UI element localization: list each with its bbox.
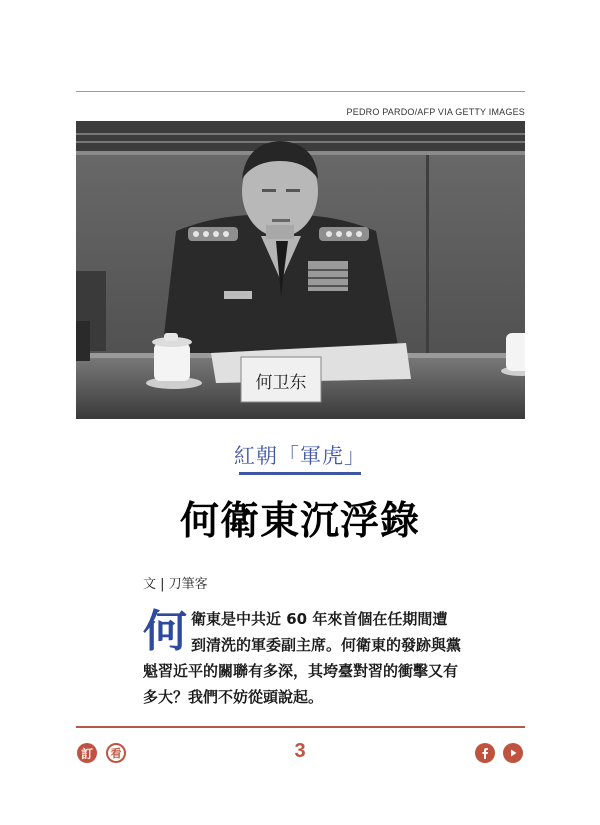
lead-text: 衛東是中共近 60 年來首個在任期間遭到清洗的軍委副主席。何衛東的發跡與黨魁習近平的關聯有多深，其垮臺對習的衝擊又有多大？我們不妨從頭說起。 [143, 610, 462, 706]
nameplate-text: 何卫东 [255, 373, 307, 393]
kicker-underline [239, 472, 361, 475]
facebook-icon[interactable] [475, 743, 495, 763]
byline: 文 | 刀筆客 [143, 577, 208, 592]
cover-photo [76, 121, 525, 419]
article-kicker: 紅朝「軍虎」 [234, 444, 366, 468]
photo-credit: PEDRO PARDO/AFP VIA GETTY IMAGES [346, 107, 525, 117]
dropcap: 何 [143, 606, 187, 657]
play-icon[interactable] [503, 743, 523, 763]
read-label: 看 [110, 747, 122, 760]
article-headline: 何衛東沉浮錄 [179, 498, 420, 544]
page-number: 3 [294, 740, 306, 762]
top-divider [76, 91, 525, 92]
subscribe-label: 訂 [80, 746, 93, 761]
footer-divider [76, 726, 525, 728]
lead-paragraph [143, 606, 461, 710]
